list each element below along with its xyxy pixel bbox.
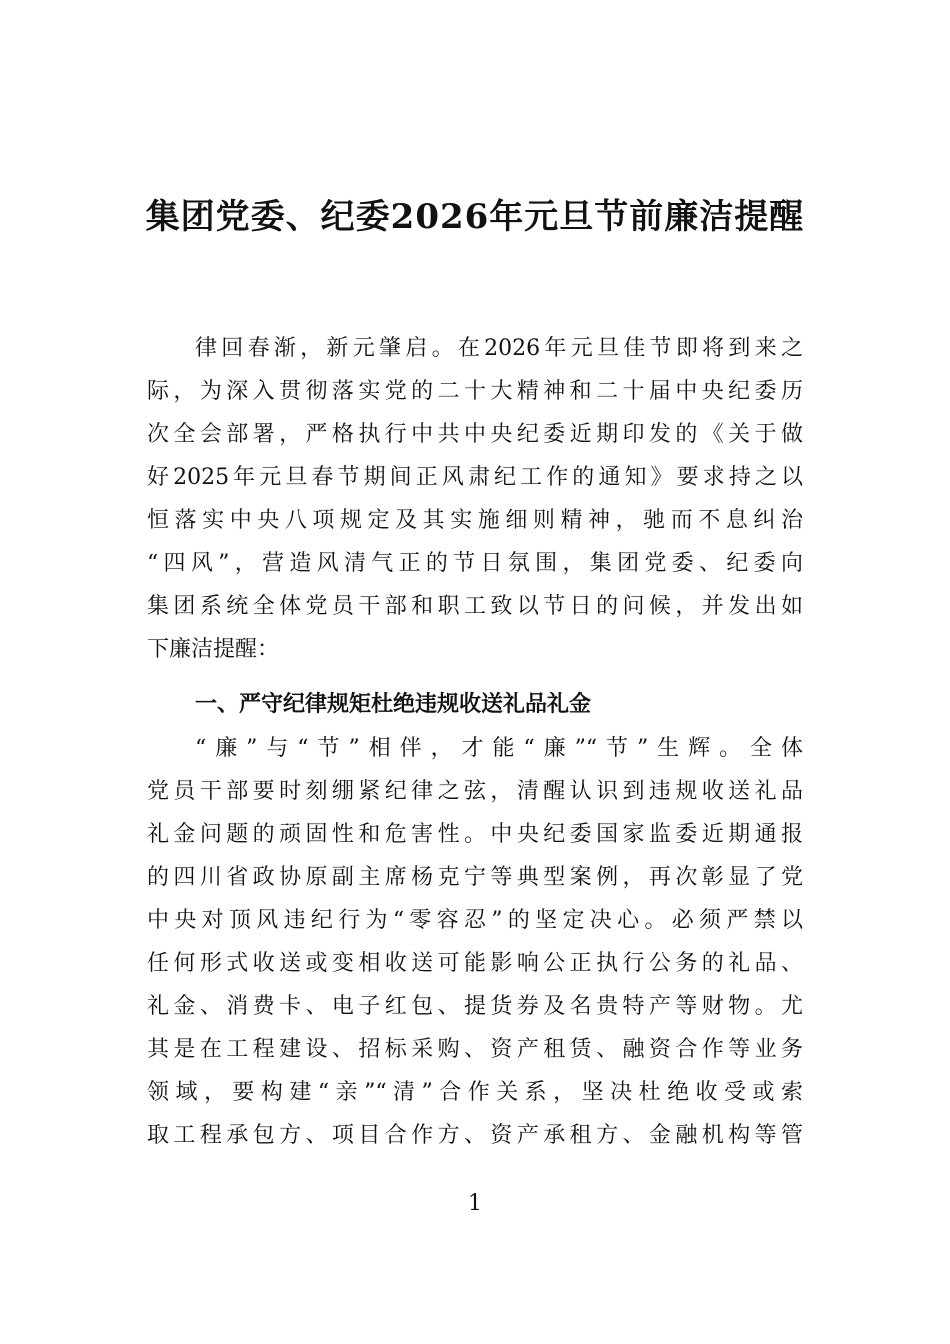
intro-line: 次全会部署，严格执行中共中央纪委近期印发的《关于做 bbox=[147, 422, 803, 447]
document-title: 集团党委、纪委2026年元旦节前廉洁提醒 bbox=[145, 197, 805, 237]
intro-line: 恒落实中央八项规定及其实施细则精神，驰而不息纠治 bbox=[147, 508, 803, 533]
section-line: 中央对顶风违纪行为“零容忍”的坚定决心。必须严禁以 bbox=[147, 908, 803, 933]
section-line: 取工程承包方、项目合作方、资产承租方、金融机构等管 bbox=[147, 1123, 803, 1148]
section-heading: 一、严守纪律规矩杜绝违规收送礼品礼金 bbox=[195, 692, 592, 717]
section-line: 党员干部要时刻绷紧纪律之弦，清醒认识到违规收送礼品 bbox=[147, 779, 803, 804]
page-number: 1 bbox=[468, 1191, 482, 1216]
section-line: “廉”与“节”相伴，才能“廉”“节”生辉。全体 bbox=[195, 736, 803, 761]
intro-line: 下廉洁提醒： bbox=[147, 637, 280, 662]
intro-line: “四风”，营造风清气正的节日氛围，集团党委、纪委向 bbox=[147, 551, 803, 576]
intro-line: 好2025年元旦春节期间正风肃纪工作的通知》要求持之以 bbox=[147, 465, 803, 490]
intro-line: 集团系统全体党员干部和职工致以节日的问候，并发出如 bbox=[147, 594, 803, 619]
section-line: 礼金问题的顽固性和危害性。中央纪委国家监委近期通报 bbox=[147, 822, 803, 847]
section-line: 领域，要构建“亲”“清”合作关系，坚决杜绝收受或索 bbox=[147, 1080, 803, 1105]
intro-line: 律回春渐，新元肇启。在2026年元旦佳节即将到来之 bbox=[195, 336, 803, 361]
section-line: 礼金、消费卡、电子红包、提货券及名贵特产等财物。尤 bbox=[147, 994, 803, 1019]
section-line: 其是在工程建设、招标采购、资产租赁、融资合作等业务 bbox=[147, 1037, 803, 1062]
intro-line: 际，为深入贯彻落实党的二十大精神和二十届中央纪委历 bbox=[147, 379, 803, 404]
section-line: 的四川省政协原副主席杨克宁等典型案例，再次彰显了党 bbox=[147, 865, 803, 890]
section-line: 任何形式收送或变相收送可能影响公正执行公务的礼品、 bbox=[147, 951, 803, 976]
